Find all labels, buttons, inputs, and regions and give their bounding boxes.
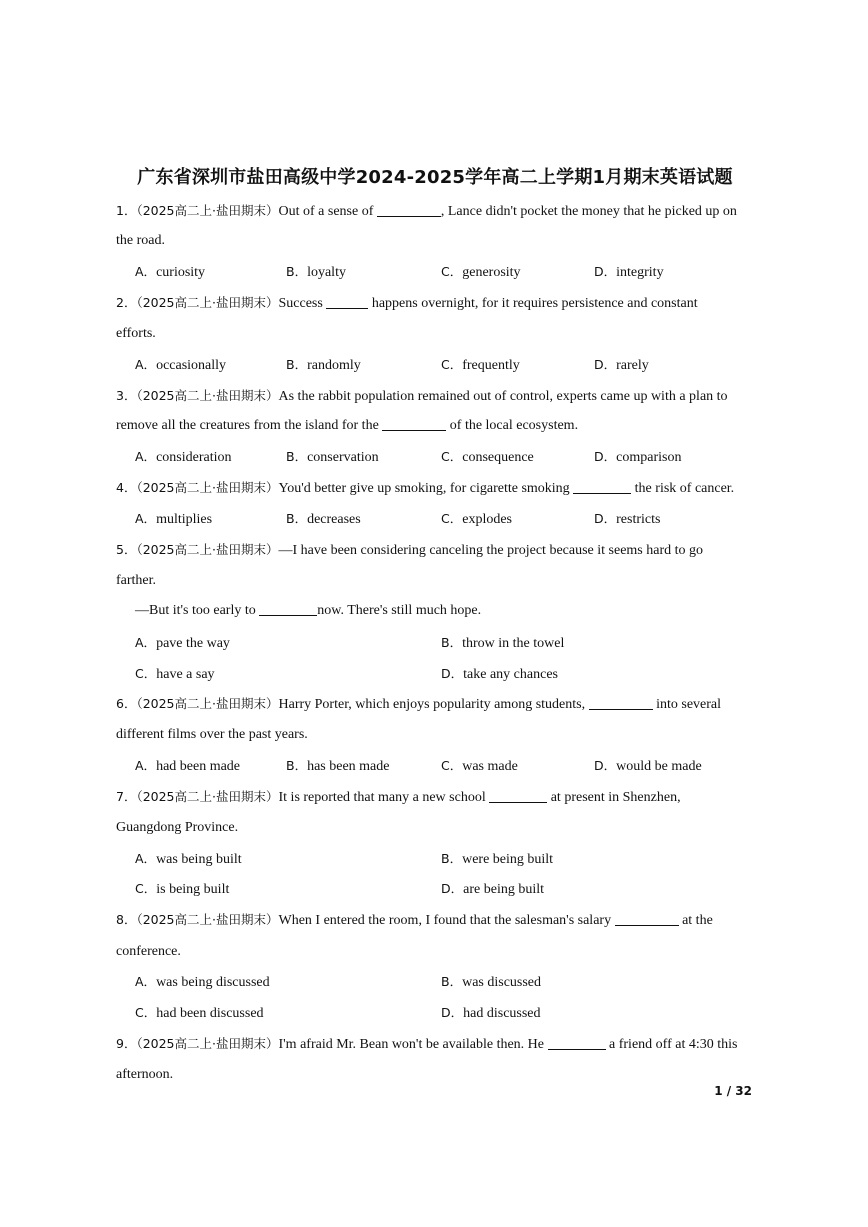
option-b[interactable]: B．were being built xyxy=(441,851,554,867)
option-b[interactable]: B．conservation xyxy=(286,449,379,465)
question-3-line-2: remove all the creatures from the island for the of the local ecosystem. xyxy=(116,418,579,433)
option-d[interactable]: D．comparison xyxy=(594,449,682,465)
question-3-line-1: 3．（2025高二上·盐田期末）As the rabbit population remained out of control, experts came up with a plan to xyxy=(116,388,728,404)
option-a[interactable]: A．multiplies xyxy=(135,511,213,527)
option-d[interactable]: D．are being built xyxy=(441,881,545,897)
source-tag: （2025高二上·盐田期末） xyxy=(136,203,279,218)
question-2-line-2: efforts. xyxy=(116,326,156,341)
option-a[interactable]: A．was being discussed xyxy=(135,974,270,990)
question-1-line-2: the road. xyxy=(116,233,165,248)
question-8-line-1: 8．（2025高二上·盐田期末）When I entered the room, I found that the salesman's salary at the xyxy=(116,912,713,928)
question-8-line-2: conference. xyxy=(116,944,181,959)
option-b[interactable]: B．throw in the towel xyxy=(441,635,565,651)
option-a[interactable]: A．had been made xyxy=(135,758,241,774)
answer-blank xyxy=(259,601,317,616)
question-1-line-1: 1．（2025高二上·盐田期末）Out of a sense of , Lance didn't pocket the money that he picked up on xyxy=(116,203,737,219)
option-c[interactable]: C．was made xyxy=(441,758,518,774)
question-6-line-2: different films over the past years. xyxy=(116,727,308,742)
option-d[interactable]: D．restricts xyxy=(594,511,661,527)
option-d[interactable]: D．rarely xyxy=(594,357,649,373)
page-number: 1 / 32 xyxy=(714,1084,752,1098)
answer-blank xyxy=(489,788,547,803)
option-a[interactable]: A．consideration xyxy=(135,449,232,465)
option-d[interactable]: D．had discussed xyxy=(441,1005,541,1021)
exam-title: 广东省深圳市盐田高级中学2024-2025学年高二上学期1月期末英语试题 xyxy=(137,167,733,188)
option-c[interactable]: C．explodes xyxy=(441,511,512,527)
option-a[interactable]: A．curiosity xyxy=(135,264,206,280)
question-7-line-2: Guangdong Province. xyxy=(116,820,239,835)
question-7-line-1: 7．（2025高二上·盐田期末）It is reported that many a new school at present in Shenzhen, xyxy=(116,789,681,805)
option-a[interactable]: A．pave the way xyxy=(135,635,230,651)
question-5-reply: —But it's too early to now. There's still much hope. xyxy=(135,603,482,618)
option-a[interactable]: A．occasionally xyxy=(135,357,227,373)
answer-blank xyxy=(548,1035,606,1050)
option-b[interactable]: B．loyalty xyxy=(286,264,346,280)
option-c[interactable]: C．had been discussed xyxy=(135,1005,264,1021)
question-6-line-1: 6．（2025高二上·盐田期末）Harry Porter, which enjoys popularity among students, into several xyxy=(116,696,722,712)
option-d[interactable]: D．would be made xyxy=(594,758,702,774)
option-b[interactable]: B．has been made xyxy=(286,758,390,774)
option-d[interactable]: D．integrity xyxy=(594,264,664,280)
exam-page xyxy=(116,0,754,1227)
answer-blank xyxy=(326,294,368,309)
option-b[interactable]: B．decreases xyxy=(286,511,361,527)
answer-blank xyxy=(377,202,441,217)
answer-blank xyxy=(382,416,446,431)
option-c[interactable]: C．is being built xyxy=(135,881,230,897)
question-9-line-2: afternoon. xyxy=(116,1067,174,1082)
option-a[interactable]: A．was being built xyxy=(135,851,242,867)
question-5-line-2: farther. xyxy=(116,573,157,588)
answer-blank xyxy=(615,911,679,926)
question-9-line-1: 9．（2025高二上·盐田期末）I'm afraid Mr. Bean won't be available then. He a friend off at 4:30 this xyxy=(116,1036,738,1052)
answer-blank xyxy=(573,479,631,494)
option-c[interactable]: C．frequently xyxy=(441,357,520,373)
option-c[interactable]: C．have a say xyxy=(135,666,215,682)
option-d[interactable]: D．take any chances xyxy=(441,666,558,682)
question-2-line-1: 2．（2025高二上·盐田期末）Success happens overnight, for it requires persistence and constant xyxy=(116,295,698,311)
option-b[interactable]: B．was discussed xyxy=(441,974,542,990)
option-c[interactable]: C．generosity xyxy=(441,264,521,280)
question-5-line-1: 5．（2025高二上·盐田期末）—I have been considering canceling the project because it seems hard to go xyxy=(116,542,704,558)
answer-blank xyxy=(589,695,653,710)
question-number: 1． xyxy=(116,203,137,218)
option-c[interactable]: C．consequence xyxy=(441,449,534,465)
option-b[interactable]: B．randomly xyxy=(286,357,361,373)
question-4-line-1: 4．（2025高二上·盐田期末）You'd better give up smoking, for cigarette smoking the risk of cancer. xyxy=(116,480,735,496)
